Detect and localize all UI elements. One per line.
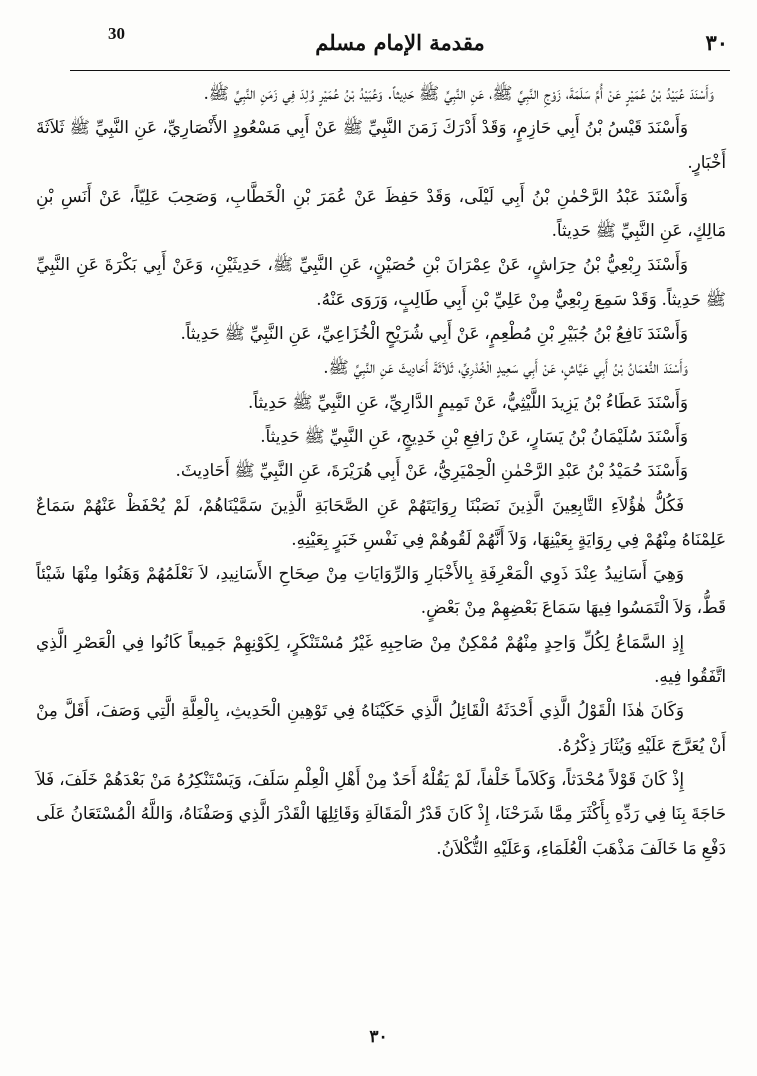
paragraph: وَأَسْنَدَ حُمَيْدُ بْنُ عَبْدِ الرَّحْمٰنِ الْحِمْيَرِيُّ، عَنْ أَبِي هُرَيْرَةَ، عَنِ النَّبِيِّ ﷺ أَحَادِيثَ. bbox=[175, 460, 688, 481]
main-text bbox=[36, 76, 726, 865]
paragraph: وَأَسْنَدَ النُّعْمَانُ بْنُ أَبِي عَيَّاشٍ، عَنْ أَبِي سَعِيدٍ الْخُدْرِيِّ، ثَلاَثَةَ أَحَادِيثَ عَنِ النَّبِيِّ ﷺ. bbox=[323, 357, 688, 378]
footer-page-number: ٣٠ bbox=[369, 1027, 388, 1047]
page-number-arabic: ٣٠ bbox=[705, 30, 728, 55]
paragraph: وَهِيَ أَسَانِيدُ عِنْدَ ذَوِي الْمَعْرِفَةِ بِالأَخْبَارِ وَالرِّوَايَاتِ مِنْ صِحَاحِ الأَسَانِيدِ، لاَ نَعْلَمُهُمْ وَهَنُوا مِنْهَا شَيْئاً قَطُّ، وَلاَ الْتَمَسُوا فِيهَا سَمَاعَ بَعْضِهِمْ مِنْ بَعْضٍ. bbox=[36, 563, 726, 618]
page-header bbox=[70, 14, 730, 71]
paragraph: وَأَسْنَدَ نَافِعُ بْنُ جُبَيْرِ بْنِ مُطْعِمٍ، عَنْ أَبِي شُرَيْحٍ الْخُزَاعِيِّ، عَنِ النَّبِيِّ ﷺ حَدِيثاً. bbox=[180, 323, 688, 344]
paragraph: وَأَسْنَدَ عَبْدُ الرَّحْمٰنِ بْنُ أَبِي لَيْلَى، وَقَدْ حَفِظَ عَنْ عُمَرَ بْنِ الْخَطَّابِ، وَصَحِبَ عَلِيّاً، عَنْ أَنَسِ بْنِ مَالِكٍ، عَنِ النَّبِيِّ ﷺ حَدِيثاً. bbox=[36, 185, 726, 241]
paragraph: وَأَسْنَدَ سُلَيْمَانُ بْنُ يَسَارٍ، عَنْ رَافِعِ بْنِ خَدِيجٍ، عَنِ النَّبِيِّ ﷺ حَدِيثاً. bbox=[260, 425, 688, 446]
paragraph: فَكُلُّ هٰؤُلاَءِ التَّابِعِينَ الَّذِينَ نَصَبْنَا رِوَايَتَهُمْ عَنِ الصَّحَابَةِ الَّذِينَ سَمَّيْنَاهُمْ، لَمْ يُحْفَظْ عَنْهُمْ سَمَاعٌ عَلِمْنَاهُ مِنْهُمْ فِي رِوَايَةٍ بِعَيْنِهَا، وَلاَ أَنَّهُمْ لَقُوهُمْ فِي نَفْسِ خَبَرٍ بِعَيْنِهِ. bbox=[36, 494, 726, 549]
paragraph: إِذِ السَّمَاعُ لِكُلِّ وَاحِدٍ مِنْهُمْ مُمْكِنٌ مِنْ صَاحِبِهِ غَيْرُ مُسْتَنْكَرٍ، لِكَوْنِهِمْ جَمِيعاً كَانُوا فِي الْعَصْرِ الَّذِي اتَّفَقُوا فِيهِ. bbox=[36, 631, 726, 687]
paragraph: وَأَسْنَدَ عُبَيْدُ بْنُ عُمَيْرٍ عَنْ أُمِّ سَلَمَةَ، زَوْجِ النَّبِيِّ ﷺ، عَنِ النَّبِيِّ ﷺ حَدِيثاً. وَعُبَيْدُ بْنُ عُمَيْرٍ وُلِدَ فِي زَمَنِ النَّبِيِّ ﷺ. bbox=[203, 83, 714, 103]
paragraph: إِذْ كَانَ قَوْلاً مُحْدَثاً، وَكَلاَماً خَلْفاً، لَمْ يَقُلْهُ أَحَدٌ مِنْ أَهْلِ الْعِلْمِ سَلَفَ، وَيَسْتَنْكِرُهُ مَنْ بَعْدَهُمْ خَلَفَ، فَلاَ حَاجَةَ بِنَا فِي رَدِّهِ بِأَكْثَرَ مِمَّا شَرَحْنَا، إِذْ كَانَ قَدْرُ الْمَقَالَةِ وَقَائِلِهَا الْقَدْرَ الَّذِي وَصَفْنَاهُ، وَاللَّهُ الْمُسْتَعَانُ عَلَى دَفْعِ مَا خَالَفَ مَذْهَبَ الْعُلَمَاءِ، وَعَلَيْهِ التُّكْلاَنُ. bbox=[36, 768, 726, 858]
running-title: مقدمة الإمام مسلم bbox=[315, 30, 485, 55]
paragraph: وَأَسْنَدَ رِبْعِيُّ بْنُ حِرَاشٍ، عَنْ عِمْرَانَ بْنِ حُصَيْنٍ، عَنِ النَّبِيِّ ﷺ، حَدِيثَيْنِ، وَعَنْ أَبِي بَكْرَةَ عَنِ النَّبِيِّ ﷺ حَدِيثاً. وَقَدْ سَمِعَ رِبْعِيٌّ مِنْ عَلِيِّ بْنِ أَبِي طَالِبٍ، وَرَوَى عَنْهُ. bbox=[36, 254, 726, 309]
page-number-latin: 30 bbox=[108, 24, 125, 43]
paragraph: وَأَسْنَدَ عَطَاءُ بْنُ يَزِيدَ اللَّيْثِيُّ، عَنْ تَمِيمٍ الدَّارِيِّ، عَنِ النَّبِيِّ ﷺ حَدِيثاً. bbox=[248, 391, 688, 412]
paragraph: وَكَانَ هٰذَا الْقَوْلُ الَّذِي أَحْدَثَهُ الْقَائِلُ الَّذِي حَكَيْنَاهُ فِي تَوْهِينِ الْحَدِيثِ، بِالْعِلَّةِ الَّتِي وَصَفَ، أَقَلَّ مِنْ أَنْ يُعَرَّجَ عَلَيْهِ وَيُثَارَ ذِكْرُهُ. bbox=[36, 700, 726, 755]
paragraph: وَأَسْنَدَ قَيْسُ بْنُ أَبِي حَازِمٍ، وَقَدْ أَدْرَكَ زَمَنَ النَّبِيِّ ﷺ عَنْ أَبِي مَسْعُودٍ الأَنْصَارِيِّ، عَنِ النَّبِيِّ ﷺ ثَلاَثَةَ أَخْبَارٍ. bbox=[36, 117, 726, 172]
